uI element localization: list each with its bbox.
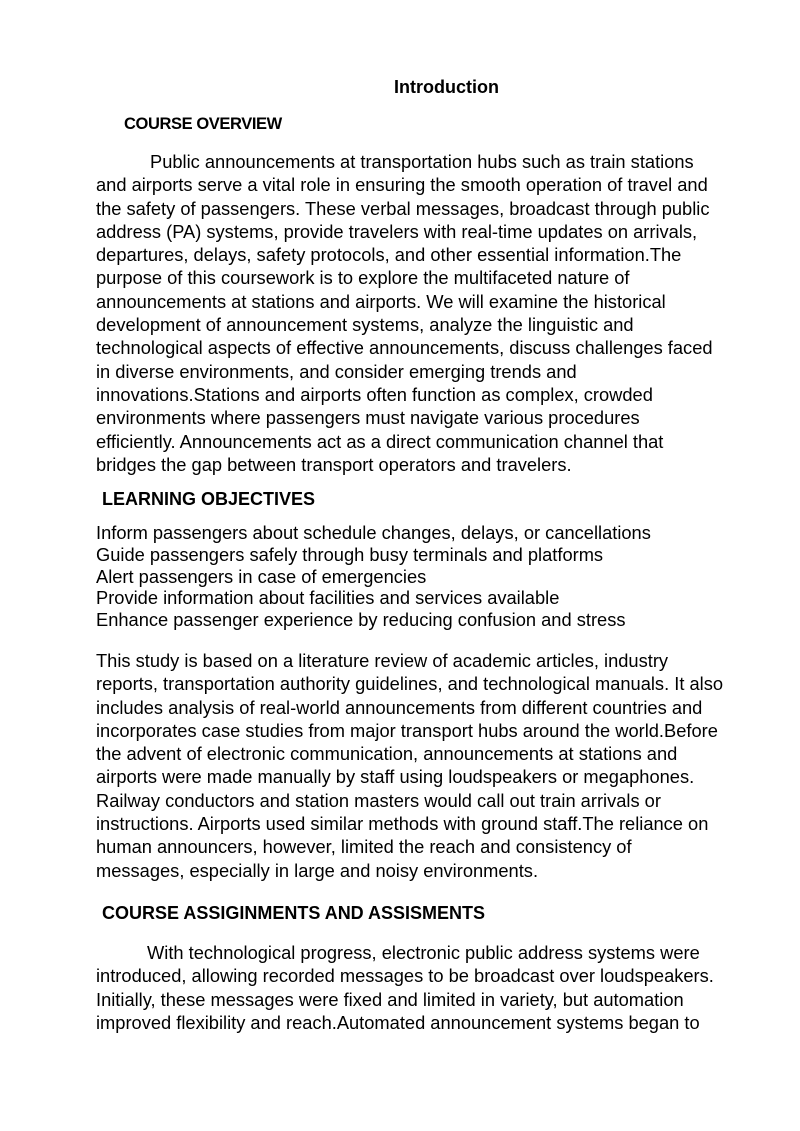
paragraph-line: announcements at stations and airports. We will examine the historical bbox=[96, 290, 666, 312]
paragraph-line: airports were made manually by staff using loudspeakers or megaphones. bbox=[96, 766, 695, 788]
paragraph-line: messages, especially in large and noisy environments. bbox=[96, 859, 539, 881]
paragraph-line: purpose of this coursework is to explore the multifaceted nature of bbox=[96, 267, 630, 289]
paragraph-line: development of announcement systems, analyze the linguistic and bbox=[96, 314, 634, 336]
paragraph-line: in diverse environments, and consider emerging trends and bbox=[96, 360, 577, 382]
paragraph-line: Initially, these messages were fixed and limited in variety, but automation bbox=[96, 988, 684, 1010]
list-item: Guide passengers safely through busy terminals and platforms bbox=[96, 543, 604, 565]
paragraph-line: includes analysis of real-world announcements from different countries and bbox=[96, 696, 703, 718]
assignments-paragraph bbox=[96, 941, 746, 1034]
paragraph-line: address (PA) systems, provide travelers with real-time updates on arrivals, bbox=[96, 220, 698, 242]
paragraph-line: efficiently. Announcements act as a direct communication channel that bbox=[96, 430, 664, 452]
list-item: Alert passengers in case of emergencies bbox=[96, 565, 427, 587]
paragraph-line: With technological progress, electronic public address systems were bbox=[147, 942, 700, 963]
paragraph-line: technological aspects of effective announcements, discuss challenges faced bbox=[96, 337, 713, 359]
paragraph-line: Railway conductors and station masters would call out train arrivals or bbox=[96, 789, 661, 811]
paragraph-line: and airports serve a vital role in ensuring the smooth operation of travel and bbox=[96, 174, 708, 196]
paragraph-line: reports, transportation authority guidelines, and technological manuals. It also bbox=[96, 673, 724, 695]
paragraph-line: departures, delays, safety protocols, and other essential information.The bbox=[96, 244, 682, 266]
paragraph-line: the advent of electronic communication, announcements at stations and bbox=[96, 743, 678, 765]
paragraph-line: instructions. Airports used similar methods with ground staff.The reliance on bbox=[96, 813, 709, 835]
paragraph-line: incorporates case studies from major transport hubs around the world.Before bbox=[96, 719, 718, 741]
list-item: Provide information about facilities and services available bbox=[96, 587, 560, 609]
list-item: Inform passengers about schedule changes, delays, or cancellations bbox=[96, 522, 651, 543]
paragraph-line: introduced, allowing recorded messages to be broadcast over loudspeakers. bbox=[96, 965, 714, 987]
paragraph-line: innovations.Stations and airports often function as complex, crowded bbox=[96, 383, 653, 405]
assignments-heading: COURSE ASSIGINMENTS AND ASSISMENTS bbox=[102, 903, 486, 923]
intro-paragraph bbox=[96, 150, 746, 476]
list-item: Enhance passenger experience by reducing confusion and stress bbox=[96, 609, 626, 631]
paragraph-line: improved flexibility and reach.Automated announcement systems began to bbox=[96, 1011, 700, 1033]
page-title: Introduction bbox=[394, 77, 499, 97]
paragraph-line: human announcers, however, limited the reach and consistency of bbox=[96, 836, 632, 858]
course-overview-heading: COURSE OVERVIEW bbox=[124, 115, 282, 133]
learning-objectives-heading: LEARNING OBJECTIVES bbox=[102, 489, 316, 509]
study-paragraph bbox=[96, 649, 746, 882]
paragraph-line: Public announcements at transportation hubs such as train stations bbox=[150, 151, 694, 172]
objectives-list bbox=[96, 522, 651, 631]
paragraph-line: This study is based on a literature review of academic articles, industry bbox=[96, 650, 669, 671]
paragraph-line: environments where passengers must navigate various procedures bbox=[96, 407, 640, 429]
paragraph-line: bridges the gap between transport operators and travelers. bbox=[96, 453, 572, 475]
paragraph-line: the safety of passengers. These verbal messages, broadcast through public bbox=[96, 197, 710, 219]
